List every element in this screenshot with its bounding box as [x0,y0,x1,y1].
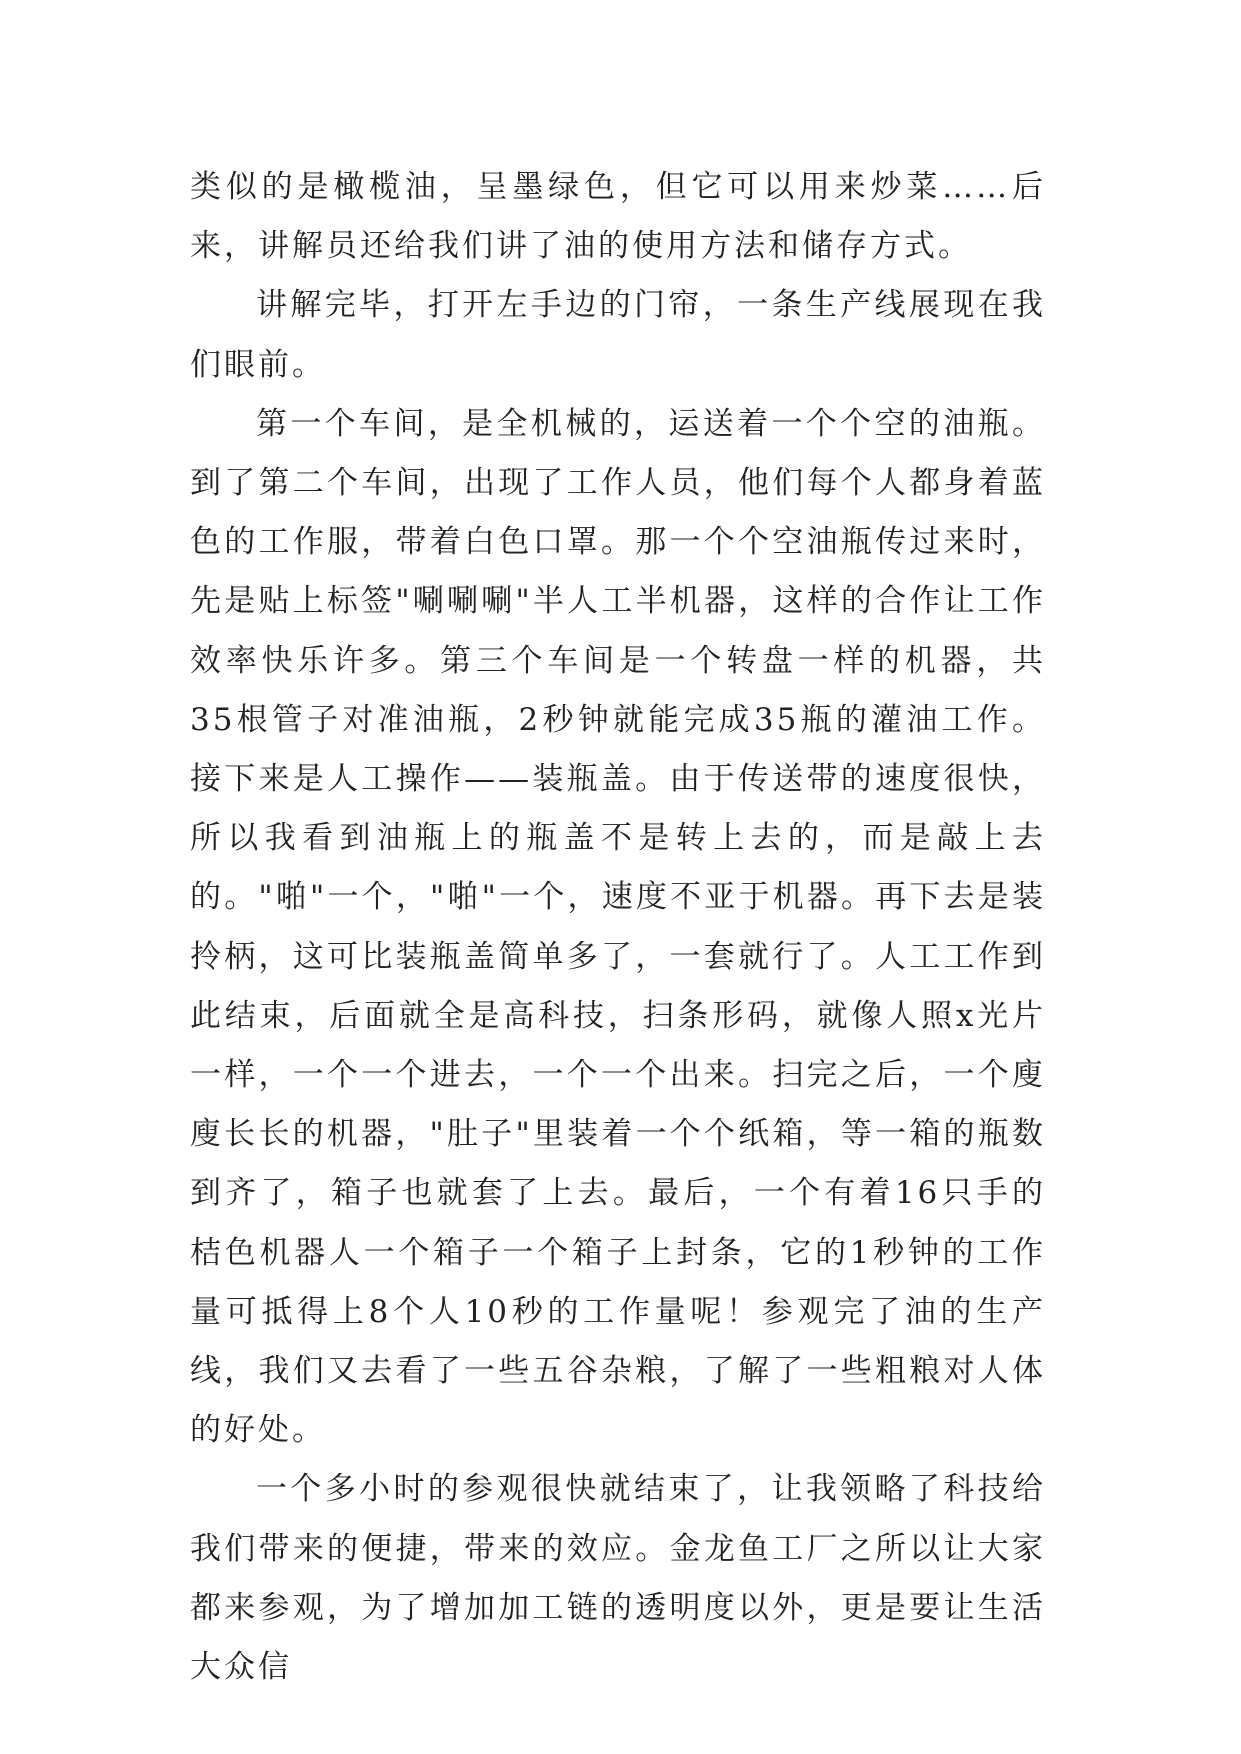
paragraph-1: 类似的是橄榄油，呈墨绿色，但它可以用来炒菜……后来，讲解员还给我们讲了油的使用方法和储存方式。 [190,169,1046,265]
paragraph-3: 第一个车间，是全机械的，运送着一个个空的油瓶。到了第二个车间，出现了工作人员，他们每个人都身着蓝色的工作服，带着白色口罩。那一个个空油瓶传过来时，先是贴上标签"唰唰唰"半人工半机器，这样的合作让工作效率快乐许多。第三个车间是一个转盘一样的机器，共35根管子对准油瓶，2秒钟就能完成35瓶的灌油工作。接下来是人工操作——装瓶盖。由于传送带的速度很快，所以我看到油瓶上的瓶盖不是转上去的，而是敲上去的。"啪"一个，"啪"一个，速度不亚于机器。再下去是装拎柄，这可比装瓶盖简单多了，一套就行了。人工工作到此结束，后面就全是高科技，扫条形码，就像人照x光片一样，一个一个进去，一个一个出来。扫完之后，一个廋廋长长的机器，"肚子"里装着一个个纸箱，等一箱的瓶数到齐了，箱子也就套了上去。最后，一个有着16只手的桔色机器人一个箱子一个箱子上封条，它的1秒钟的工作量可抵得上8个人10秒的工作量呢！参观完了油的生产线，我们又去看了一些五谷杂粮，了解了一些粗粮对人体的好处。 [190,405,1046,1449]
paragraph-2: 讲解完毕，打开左手边的门帘，一条生产线展现在我们眼前。 [190,287,1046,383]
paragraph-4: 一个多小时的参观很快就结束了，让我领略了科技给我们带来的便捷，带来的效应。金龙鱼工厂之所以让大家都来参观，为了增加加工链的透明度以外，更是要让生活大众信 [190,1471,1046,1686]
document-body [190,158,1046,1697]
